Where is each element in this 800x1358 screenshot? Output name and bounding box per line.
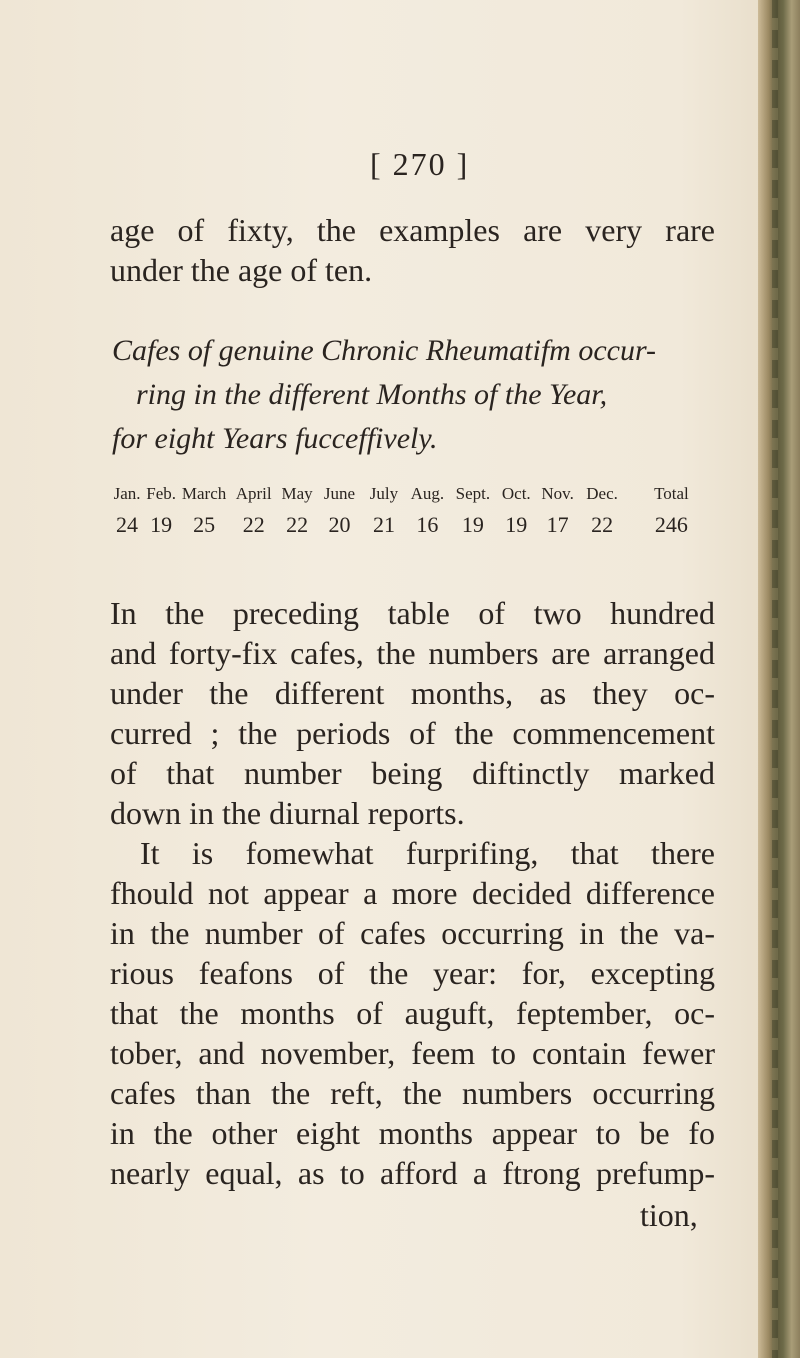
body-line: fhould not appear a more decided difference	[110, 875, 715, 911]
month-header: March	[181, 484, 227, 503]
body-line: nearly equal, as to afford a ftrong prefump-	[110, 1155, 715, 1191]
table-cell: 20	[328, 512, 351, 537]
body-line: and forty-fix cafes, the numbers are arranged	[110, 635, 715, 671]
month-header: Jan.	[113, 484, 141, 503]
page-number: [ 270 ]	[370, 146, 470, 182]
month-header: June	[323, 484, 356, 503]
table-cell: 22	[286, 512, 309, 537]
table-cell: 24	[116, 512, 139, 537]
total-header: Total	[654, 484, 689, 503]
body-line: of that number being diftinctly marked	[110, 755, 715, 791]
table-header-row	[110, 484, 718, 512]
month-header: July	[369, 484, 399, 503]
monthly-cases-table	[110, 484, 718, 538]
month-header: Aug.	[410, 484, 445, 503]
body-line: rious feafons of the year: for, excepting	[110, 955, 715, 991]
table-cell: 16	[416, 512, 439, 537]
body-line: tober, and november, feem to contain fewer	[110, 1035, 715, 1071]
table-cell: 21	[372, 512, 395, 537]
body-line: that the months of auguft, feptember, oc-	[110, 995, 715, 1031]
table-cell: 22	[591, 512, 614, 537]
body-line: It is fomewhat furprifing, that there	[140, 835, 715, 871]
table-caption-line: for eight Years fucceffively.	[112, 422, 438, 455]
table-cell: 17	[546, 512, 569, 537]
table-caption-line: ring in the different Months of the Year,	[136, 378, 608, 411]
table-cell: 19	[461, 512, 484, 537]
month-header: Oct.	[501, 484, 531, 503]
body-line: curred ; the periods of the commencement	[110, 715, 715, 751]
table-cell: 19	[505, 512, 528, 537]
catchword: tion,	[640, 1197, 698, 1233]
table-cell: 19	[150, 512, 173, 537]
book-spine-edge	[758, 0, 800, 1358]
month-header: May	[281, 484, 313, 503]
body-line: in the other eight months appear to be fo	[110, 1115, 715, 1151]
body-line: under the different months, as they oc-	[110, 675, 715, 711]
table-caption-line: Cafes of genuine Chronic Rheumatifm occur-	[112, 334, 657, 367]
body-line: cafes than the reft, the numbers occurring	[110, 1075, 715, 1111]
table-row	[110, 512, 718, 538]
month-header: Nov.	[541, 484, 574, 503]
body-line: in the number of cafes occurring in the va-	[110, 915, 715, 951]
intro-line: under the age of ten.	[110, 252, 373, 288]
intro-line: age of fixty, the examples are very rare	[110, 212, 715, 248]
body-line: In the preceding table of two hundred	[110, 595, 715, 631]
table-cell: 22	[242, 512, 265, 537]
month-header: April	[235, 484, 272, 503]
table-cell: 25	[193, 512, 216, 537]
month-header: Sept.	[455, 484, 491, 503]
month-header: Dec.	[586, 484, 618, 503]
body-line: down in the diurnal reports.	[110, 795, 465, 831]
month-header: Feb.	[146, 484, 177, 503]
total-cell: 246	[654, 512, 688, 537]
